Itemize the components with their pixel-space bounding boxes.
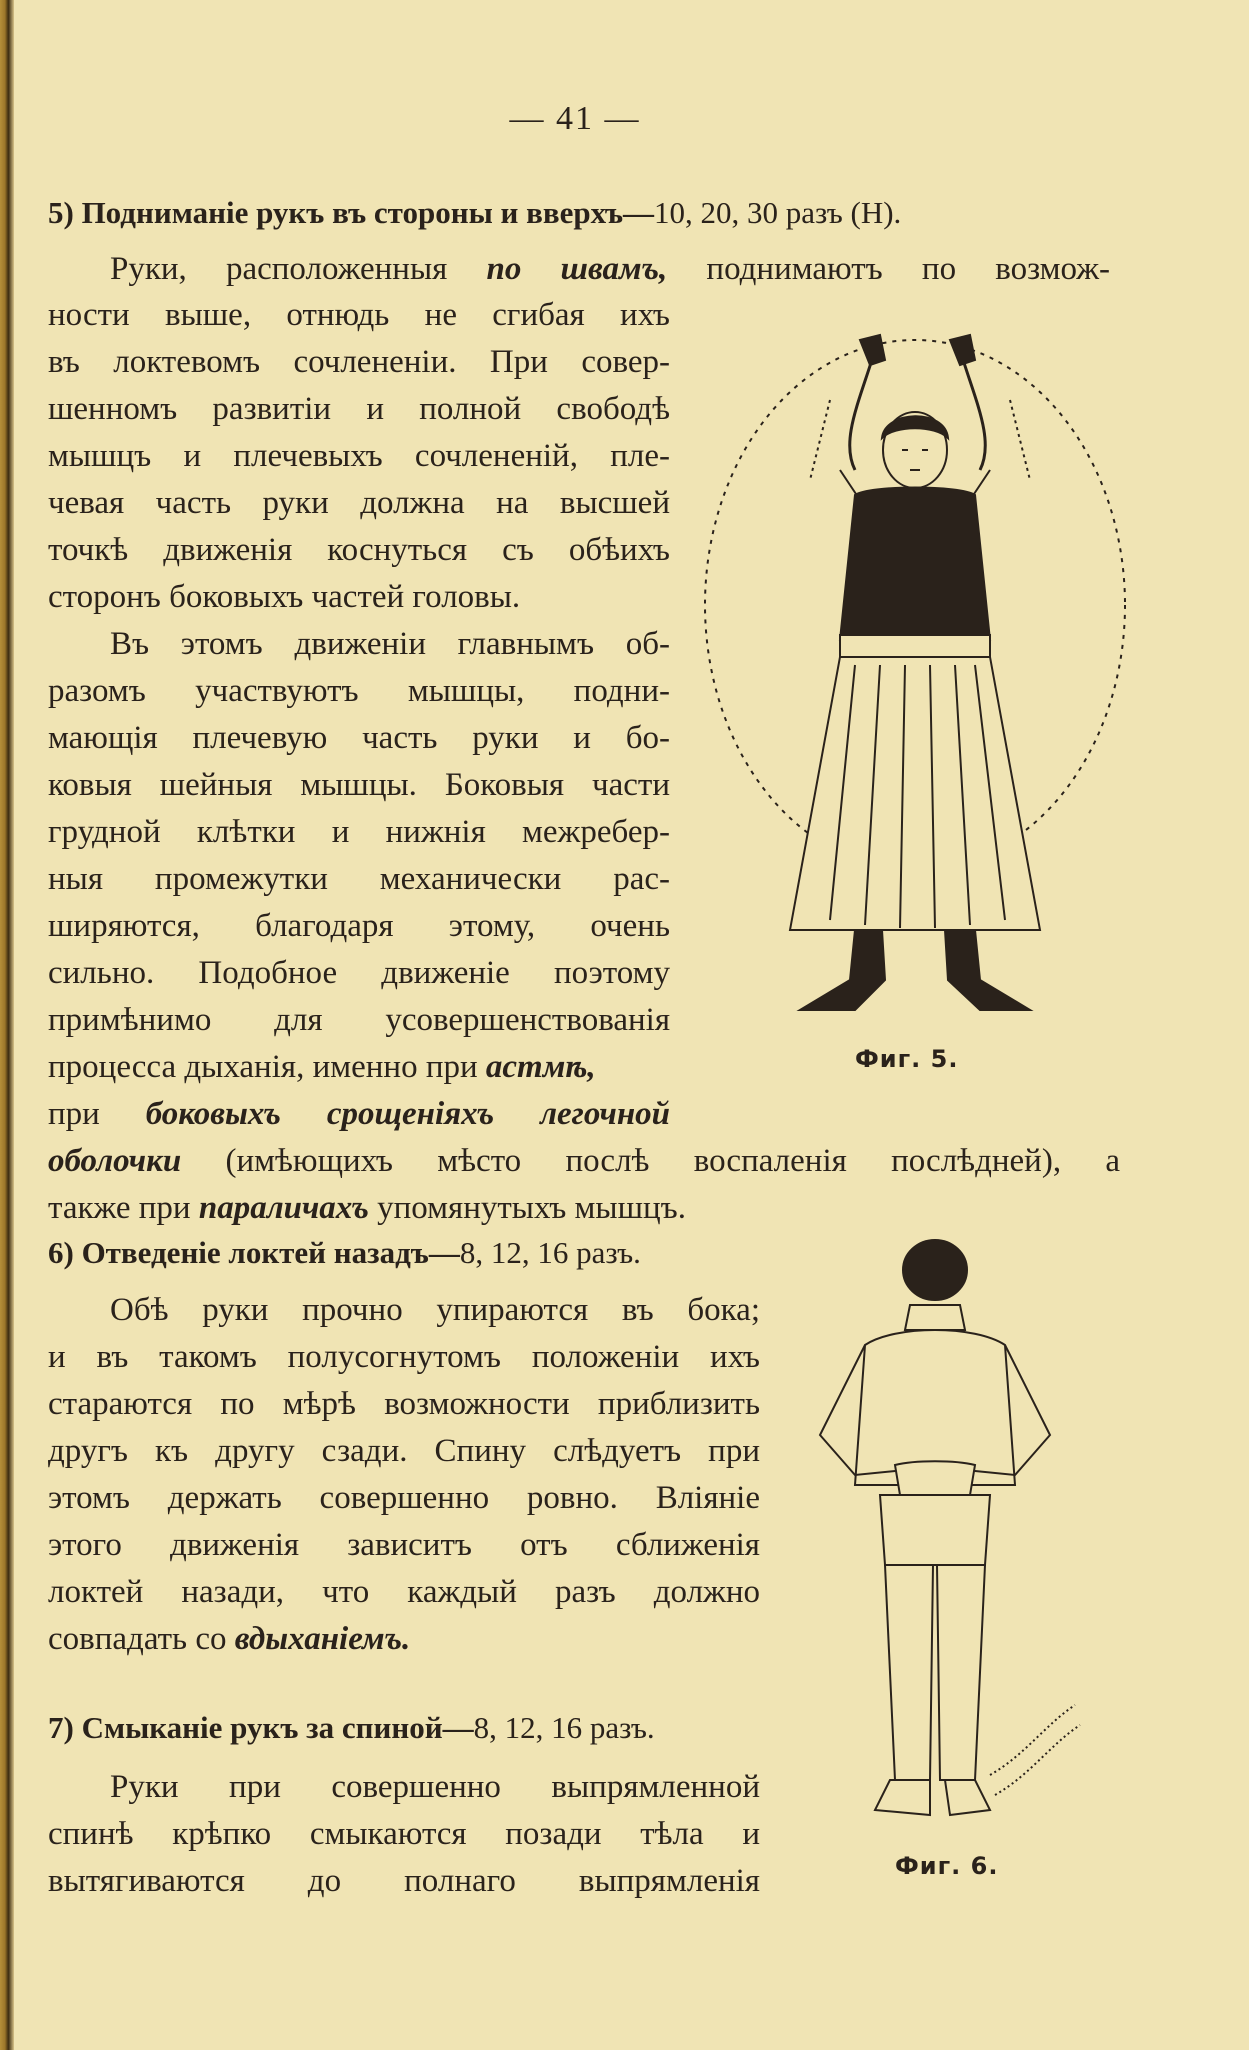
paragraph-line: вытягиваются до полнаго выпрямленія xyxy=(48,1863,760,1899)
emphasis: астмѣ, xyxy=(485,1049,596,1085)
book-spine-edge xyxy=(0,0,14,2050)
section5-reps: 10, 20, 30 разъ (Н). xyxy=(654,195,902,230)
paragraph-line: Обѣ руки прочно упираются въ бока; xyxy=(110,1292,760,1328)
figure-6-illustration xyxy=(795,1235,1095,1835)
paragraph-line: сильно. Подобное движеніе поэтому xyxy=(48,955,670,991)
paragraph-line: ности выше, отнюдь не сгибая ихъ xyxy=(48,297,670,333)
paragraph-line: Руки при совершенно выпрямленной xyxy=(110,1769,760,1805)
paragraph-line xyxy=(48,1185,686,1231)
paragraph-line: точкѣ движенія коснуться съ обѣихъ xyxy=(48,532,670,568)
text-fragment: при xyxy=(48,1096,100,1132)
paragraph-line: примѣнимо для усовершенствованія xyxy=(48,1002,670,1038)
paragraph-line: мающія плечевую часть руки и бо- xyxy=(48,720,670,756)
paragraph-line: мышцъ и плечевыхъ сочлененій, пле- xyxy=(48,438,670,474)
figure-5-caption: Фиг. 5. xyxy=(855,1045,959,1073)
emphasis: по швамъ, xyxy=(486,251,668,287)
paragraph-line: другъ къ другу сзади. Спину слѣдуетъ при xyxy=(48,1433,760,1469)
section6-reps: 8, 12, 16 разъ. xyxy=(459,1235,641,1270)
paragraph-line: разомъ участвуютъ мышцы, подни- xyxy=(48,673,670,709)
paragraph-line: и въ такомъ полусогнутомъ положеніи ихъ xyxy=(48,1339,760,1375)
paragraph-line: этого движенія зависитъ отъ сближенія xyxy=(48,1527,760,1563)
text-fragment: Руки, расположенныя xyxy=(110,251,448,287)
figure-5-illustration xyxy=(690,320,1130,1060)
paragraph-line xyxy=(48,1044,596,1090)
paragraph-line xyxy=(48,1138,1120,1184)
paragraph-line: грудной клѣтки и нижнія межребер- xyxy=(48,814,670,850)
paragraph-line xyxy=(48,1616,410,1662)
paragraph-line: локтей назади, что каждый разъ должно xyxy=(48,1574,760,1610)
paragraph-line xyxy=(48,1091,670,1137)
paragraph-line: чевая часть руки должна на высшей xyxy=(48,485,670,521)
section6-heading xyxy=(48,1230,641,1276)
text-fragment: процесса дыханія, именно при xyxy=(48,1049,478,1085)
section7-heading xyxy=(48,1705,655,1751)
section7-reps: 8, 12, 16 разъ. xyxy=(473,1710,655,1745)
text-fragment: совпадать со xyxy=(48,1621,227,1657)
emphasis: оболочки xyxy=(48,1143,182,1179)
text-fragment: поднимаютъ по возмож- xyxy=(706,251,1111,287)
figure-6-caption: Фиг. 6. xyxy=(895,1852,999,1880)
paragraph-line: Въ этомъ движеніи главнымъ об- xyxy=(110,626,670,662)
text-fragment: также при xyxy=(48,1190,191,1226)
section6-heading-title: 6) Отведеніе локтей назадъ— xyxy=(48,1235,460,1270)
section5-heading xyxy=(48,190,901,236)
paragraph-line: въ локтевомъ сочлененіи. При совер- xyxy=(48,344,670,380)
paragraph-line: сторонъ боковыхъ частей головы. xyxy=(48,579,521,615)
paragraph-line: ширяются, благодаря этому, очень xyxy=(48,908,670,944)
section5-first-line xyxy=(110,246,1110,292)
section7-heading-title: 7) Смыканіе рукъ за спиной— xyxy=(48,1710,474,1745)
page-number: — 41 — xyxy=(509,100,641,137)
text-fragment: упомянутыхъ мышцъ. xyxy=(377,1190,686,1226)
paragraph-line: ныя промежутки механически рас- xyxy=(48,861,670,897)
emphasis: вдыханіемъ. xyxy=(234,1621,411,1657)
emphasis: боковыхъ срощеніяхъ легочной xyxy=(145,1096,670,1132)
text-fragment: (имѣющихъ мѣсто послѣ воспаленія послѣдней), а xyxy=(225,1143,1120,1179)
paragraph-line: шенномъ развитіи и полной свободѣ xyxy=(48,391,670,427)
emphasis: параличахъ xyxy=(198,1190,369,1226)
paragraph-line: этомъ держать совершенно ровно. Вліяніе xyxy=(48,1480,760,1516)
paragraph-line: спинѣ крѣпко смыкаются позади тѣла и xyxy=(48,1816,760,1852)
paragraph-line: ковыя шейныя мышцы. Боковыя части xyxy=(48,767,670,803)
paragraph-line: стараются по мѣрѣ возможности приблизить xyxy=(48,1386,760,1422)
section5-heading-title: 5) Подниманіе рукъ въ стороны и вверхъ— xyxy=(48,195,655,230)
